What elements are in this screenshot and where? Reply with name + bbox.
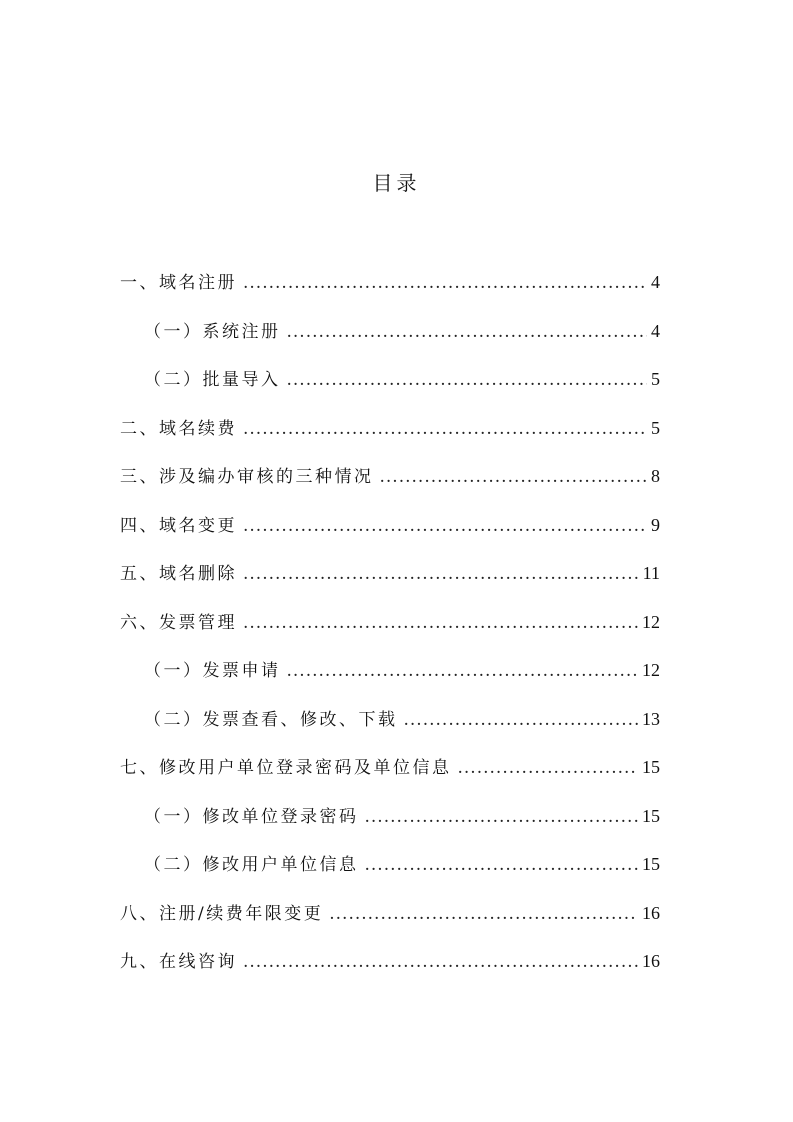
toc-dot-leader	[243, 556, 639, 592]
toc-dot-leader	[243, 508, 647, 544]
toc-entry-domain-renewal[interactable]	[120, 410, 660, 459]
toc-dot-leader	[287, 362, 648, 398]
toc-entry-text: 二、域名续费	[120, 418, 237, 439]
toc-dot-leader	[243, 265, 647, 301]
toc-entry-modify-login-password[interactable]	[120, 798, 660, 847]
toc-entry-text: （一）系统注册	[144, 321, 281, 342]
toc-page-number: 5	[651, 417, 660, 438]
toc-entry-domain-change[interactable]	[120, 507, 660, 556]
toc-entry-review-cases[interactable]	[120, 458, 660, 507]
toc-page-number: 9	[651, 514, 660, 535]
toc-entry-text: 九、在线咨询	[120, 952, 237, 972]
toc-entry-invoice-application[interactable]	[120, 652, 660, 701]
toc-entry-text: （二）批量导入	[144, 370, 281, 390]
toc-dot-leader	[287, 653, 639, 689]
toc-page-number: 8	[651, 466, 660, 486]
toc-entry-batch-import[interactable]	[120, 361, 660, 410]
toc-entry-text: 一、域名注册	[120, 273, 237, 293]
toc-entry-text: （一）发票申请	[144, 661, 281, 681]
toc-entry-text: 四、域名变更	[120, 515, 237, 536]
toc-entry-domain-deletion[interactable]	[120, 555, 660, 604]
toc-entry-system-registration[interactable]	[120, 313, 660, 362]
toc-dot-leader	[287, 314, 648, 350]
toc-entry-text: 七、修改用户单位登录密码及单位信息	[120, 758, 452, 778]
toc-entry-invoice-management[interactable]	[120, 604, 660, 653]
toc-page-number: 15	[642, 757, 660, 777]
toc-entry-text: 六、发票管理	[120, 612, 237, 633]
toc-page-number: 15	[642, 854, 660, 874]
toc-dot-leader	[243, 411, 647, 447]
toc-dot-leader	[365, 847, 639, 883]
toc-page-number: 4	[651, 272, 660, 292]
toc-entry-text: （二）发票查看、修改、下载	[144, 709, 398, 730]
toc-page-number: 12	[642, 660, 660, 680]
toc-entry-text: 三、涉及编办审核的三种情况	[120, 467, 374, 487]
toc-page-number: 16	[642, 951, 660, 971]
toc-page-number: 5	[651, 369, 660, 389]
toc-page-number: 15	[642, 805, 660, 826]
toc-page-number: 11	[642, 563, 660, 583]
toc-entry-online-consultation[interactable]	[120, 943, 660, 992]
toc-page-number: 16	[642, 902, 660, 923]
toc-entry-modify-unit-info[interactable]	[120, 846, 660, 895]
toc-page-number: 13	[642, 708, 660, 729]
toc-list	[120, 264, 660, 992]
toc-title: 目录	[372, 171, 421, 195]
toc-entry-term-change[interactable]	[120, 895, 660, 944]
toc-entry-domain-registration[interactable]	[120, 264, 660, 313]
toc-entry-invoice-view-edit-download[interactable]	[120, 701, 660, 750]
toc-dot-leader	[380, 459, 648, 495]
toc-entry-text: 五、域名删除	[120, 564, 237, 584]
toc-dot-leader	[404, 702, 639, 738]
toc-dot-leader	[243, 944, 638, 980]
toc-page-number: 4	[651, 320, 660, 341]
toc-entry-text: （一）修改单位登录密码	[144, 806, 359, 827]
toc-dot-leader	[458, 750, 639, 786]
toc-dot-leader	[365, 799, 639, 835]
toc-entry-modify-password-and-info[interactable]	[120, 749, 660, 798]
toc-entry-text: 八、注册/续费年限变更	[120, 903, 324, 924]
toc-dot-leader	[243, 605, 638, 641]
toc-entry-text: （二）修改用户单位信息	[144, 855, 359, 875]
toc-page-number: 12	[642, 611, 660, 632]
toc-dot-leader	[329, 896, 638, 932]
